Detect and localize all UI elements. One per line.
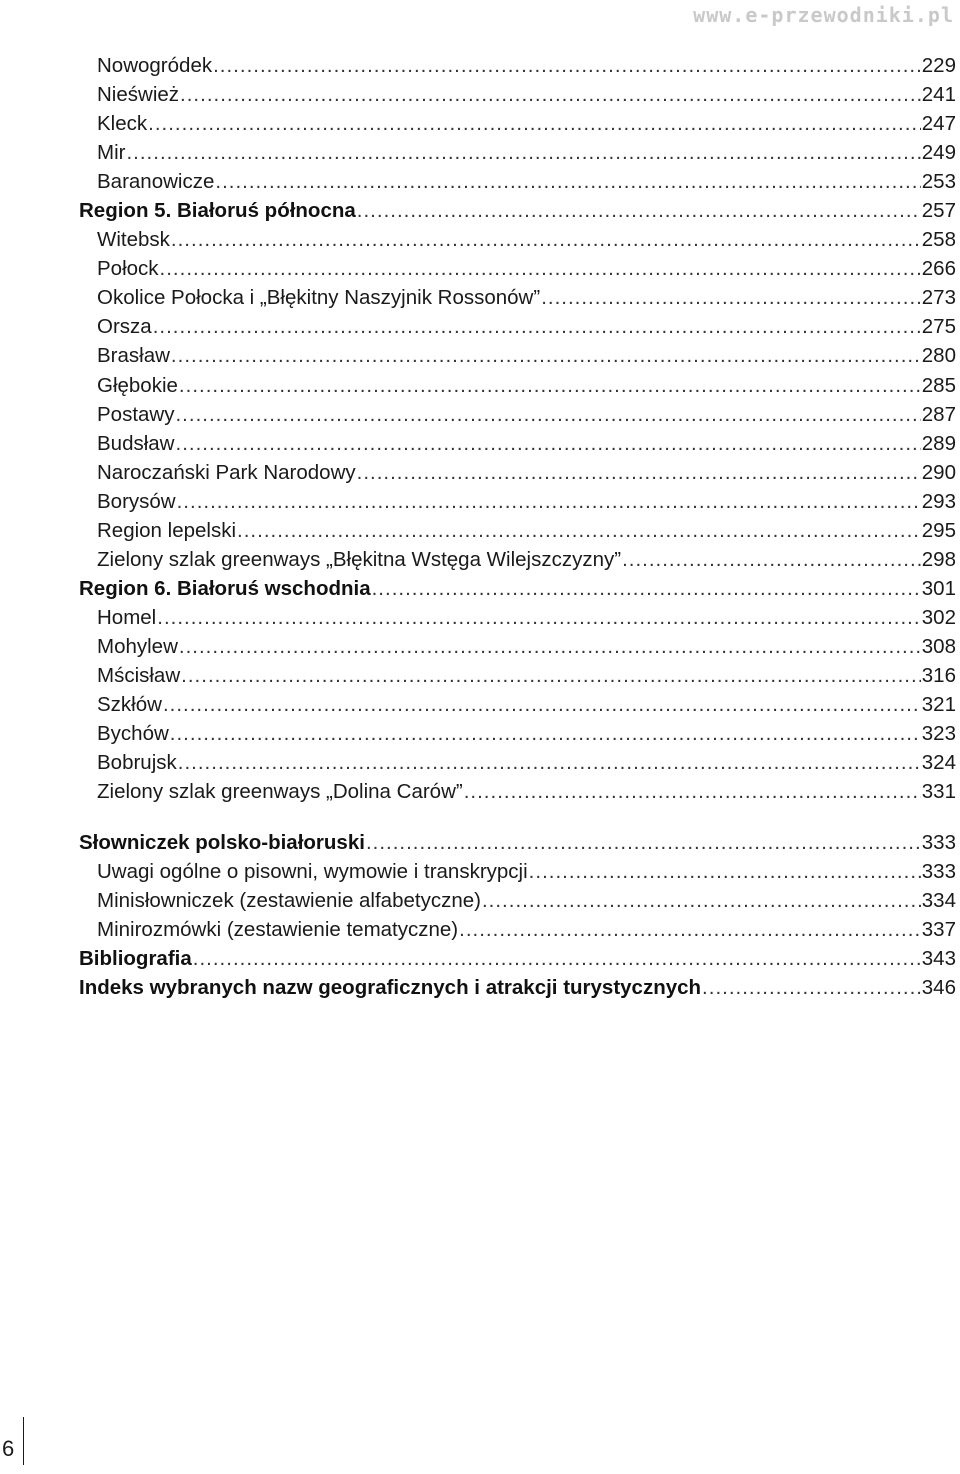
- toc-entry-label: Baranowicze: [97, 170, 215, 194]
- toc-entry-label: Zielony szlak greenways „Dolina Carów”: [97, 780, 463, 804]
- toc-page-number: 289: [921, 431, 956, 455]
- toc-section-row[interactable]: [79, 196, 956, 225]
- toc-page-number: 249: [921, 141, 956, 165]
- toc-entry-row[interactable]: [79, 516, 956, 545]
- toc-leader-dots: [160, 254, 921, 283]
- toc-leader-dots: [180, 80, 921, 109]
- toc-leader-dots: [482, 886, 921, 915]
- site-url: www.e-przewodniki.pl: [693, 3, 954, 27]
- toc-leader-dots: [357, 196, 921, 225]
- toc-entry-row[interactable]: [79, 603, 956, 632]
- toc-entry-row[interactable]: [79, 312, 956, 341]
- toc-page-number: 334: [921, 889, 956, 913]
- toc-entry-row[interactable]: [79, 80, 956, 109]
- toc-leader-dots: [372, 574, 921, 603]
- toc-page-number: 287: [921, 402, 956, 426]
- toc-section-row[interactable]: [79, 944, 956, 973]
- toc-leader-dots: [163, 690, 921, 719]
- toc-entry-label: Mir: [97, 141, 126, 165]
- toc-entry-row[interactable]: [79, 429, 956, 458]
- toc-entry-label: Minisłowniczek (zestawienie alfabetyczne): [97, 889, 481, 913]
- toc-entry-row[interactable]: [79, 719, 956, 748]
- toc-page-number: 275: [921, 315, 956, 339]
- toc-entry-row[interactable]: [79, 458, 956, 487]
- toc-entry-label: Region 5. Białoruś północna: [79, 199, 356, 223]
- toc-leader-dots: [177, 487, 921, 516]
- toc-page-number: 301: [921, 576, 956, 600]
- toc-entry-row[interactable]: [79, 109, 956, 138]
- toc-page-number: 343: [921, 947, 956, 971]
- toc-leader-dots: [213, 51, 921, 80]
- toc-page-number: 241: [921, 83, 956, 107]
- toc-leader-dots: [148, 109, 921, 138]
- toc-entry-label: Głębokie: [97, 373, 178, 397]
- toc-entry-row[interactable]: [79, 690, 956, 719]
- toc-entry-label: Zielony szlak greenways „Błękitna Wstęga Wilejszczyzny”: [97, 547, 622, 571]
- toc-entry-row[interactable]: [79, 632, 956, 661]
- toc-entry-row[interactable]: [79, 915, 956, 944]
- page-number-rule: [23, 1417, 24, 1465]
- toc-page-number: 346: [921, 976, 956, 1000]
- toc-page-number: 293: [921, 489, 956, 513]
- toc-entry-label: Postawy: [97, 402, 175, 426]
- toc-entry-row[interactable]: [79, 545, 956, 574]
- toc-group-regions: [79, 51, 956, 806]
- toc-entry-label: Naroczański Park Narodowy: [97, 460, 356, 484]
- toc-page-number: 280: [921, 344, 956, 368]
- toc-spacer: [79, 806, 956, 828]
- toc-leader-dots: [179, 371, 921, 400]
- toc-page-number: 266: [921, 257, 956, 281]
- toc-leader-dots: [357, 458, 921, 487]
- toc-entry-row[interactable]: [79, 341, 956, 370]
- toc-page-number: 258: [921, 228, 956, 252]
- toc-page-number: 324: [921, 751, 956, 775]
- toc-entry-label: Bychów: [97, 722, 169, 746]
- toc-entry-label: Orsza: [97, 315, 152, 339]
- toc-page-number: 285: [921, 373, 956, 397]
- toc-entry-row[interactable]: [79, 225, 956, 254]
- toc-leader-dots: [171, 341, 921, 370]
- toc-leader-dots: [157, 603, 921, 632]
- toc-leader-dots: [153, 312, 921, 341]
- toc-entry-row[interactable]: [79, 487, 956, 516]
- toc-page-number: 333: [921, 831, 956, 855]
- toc-leader-dots: [179, 632, 921, 661]
- toc-page-number: 273: [921, 286, 956, 310]
- toc-leader-dots: [193, 944, 921, 973]
- toc-entry-label: Bobrujsk: [97, 751, 177, 775]
- toc-entry-label: Region lepelski: [97, 518, 237, 542]
- toc-leader-dots: [541, 283, 921, 312]
- toc-section-row[interactable]: [79, 574, 956, 603]
- toc-entry-label: Mścisław: [97, 663, 181, 687]
- toc-entry-label: Budsław: [97, 431, 175, 455]
- toc-entry-row[interactable]: [79, 857, 956, 886]
- toc-page-number: 253: [921, 170, 956, 194]
- table-of-contents: [79, 51, 956, 1003]
- toc-leader-dots: [175, 400, 920, 429]
- toc-page-number: 298: [921, 547, 956, 571]
- toc-entry-label: Mohylew: [97, 634, 178, 658]
- toc-entry-row[interactable]: [79, 254, 956, 283]
- toc-entry-row[interactable]: [79, 51, 956, 80]
- toc-page-number: 337: [921, 918, 956, 942]
- toc-page-number: 331: [921, 780, 956, 804]
- toc-entry-label: Borysów: [97, 489, 176, 513]
- toc-page-number: 308: [921, 634, 956, 658]
- toc-page-number: 295: [921, 518, 956, 542]
- toc-page-number: 316: [921, 663, 956, 687]
- toc-page-number: 302: [921, 605, 956, 629]
- toc-leader-dots: [170, 719, 921, 748]
- toc-entry-label: Nowogródek: [97, 54, 213, 77]
- toc-leader-dots: [181, 661, 921, 690]
- toc-entry-row[interactable]: [79, 283, 956, 312]
- toc-page-number: 323: [921, 722, 956, 746]
- toc-entry-label: Bibliografia: [79, 947, 192, 971]
- toc-leader-dots: [366, 828, 921, 857]
- toc-entry-label: Region 6. Białoruś wschodnia: [79, 576, 371, 600]
- toc-entry-label: Witebsk: [97, 228, 170, 252]
- toc-entry-label: Indeks wybranych nazw geograficznych i atrakcji turystycznych: [79, 976, 702, 1000]
- toc-entry-label: Szkłów: [97, 693, 162, 717]
- toc-leader-dots: [178, 748, 921, 777]
- toc-page-number: 290: [921, 460, 956, 484]
- toc-entry-row[interactable]: [79, 886, 956, 915]
- toc-section-row[interactable]: [79, 973, 956, 1002]
- toc-entry-label: Kleck: [97, 112, 148, 136]
- page-number: 6: [2, 1436, 15, 1461]
- toc-group-appendix: [79, 828, 956, 1002]
- toc-leader-dots: [464, 777, 921, 806]
- toc-leader-dots: [459, 915, 921, 944]
- toc-leader-dots: [215, 167, 920, 196]
- toc-page-number: 257: [921, 199, 956, 223]
- toc-entry-label: Nieśwież: [97, 83, 180, 107]
- toc-leader-dots: [529, 857, 921, 886]
- toc-section-row[interactable]: [79, 828, 956, 857]
- toc-page-number: 247: [921, 112, 956, 136]
- toc-leader-dots: [176, 429, 921, 458]
- toc-entry-row[interactable]: [79, 777, 956, 806]
- toc-entry-row[interactable]: [79, 167, 956, 196]
- toc-entry-row[interactable]: [79, 748, 956, 777]
- toc-entry-label: Okolice Połocka i „Błękitny Naszyjnik Rossonów”: [97, 286, 541, 310]
- toc-entry-label: Homel: [97, 605, 157, 629]
- toc-page-number: 229: [921, 54, 956, 77]
- toc-entry-label: Brasław: [97, 344, 170, 368]
- toc-entry-label: Minirozmówki (zestawienie tematyczne): [97, 918, 459, 942]
- toc-leader-dots: [702, 973, 921, 1002]
- toc-page-number: 321: [921, 693, 956, 717]
- toc-leader-dots: [171, 225, 921, 254]
- toc-page-number: 333: [921, 860, 956, 884]
- toc-leader-dots: [126, 138, 920, 167]
- toc-entry-label: Uwagi ogólne o pisowni, wymowie i transkrypcji: [97, 860, 528, 884]
- toc-entry-label: Słowniczek polsko-białoruski: [79, 831, 365, 855]
- toc-entry-row[interactable]: [79, 661, 956, 690]
- toc-leader-dots: [237, 516, 921, 545]
- toc-entry-row[interactable]: [79, 138, 956, 167]
- toc-entry-row[interactable]: [79, 400, 956, 429]
- toc-entry-label: Połock: [97, 257, 159, 281]
- toc-entry-row[interactable]: [79, 371, 956, 400]
- toc-leader-dots: [622, 545, 921, 574]
